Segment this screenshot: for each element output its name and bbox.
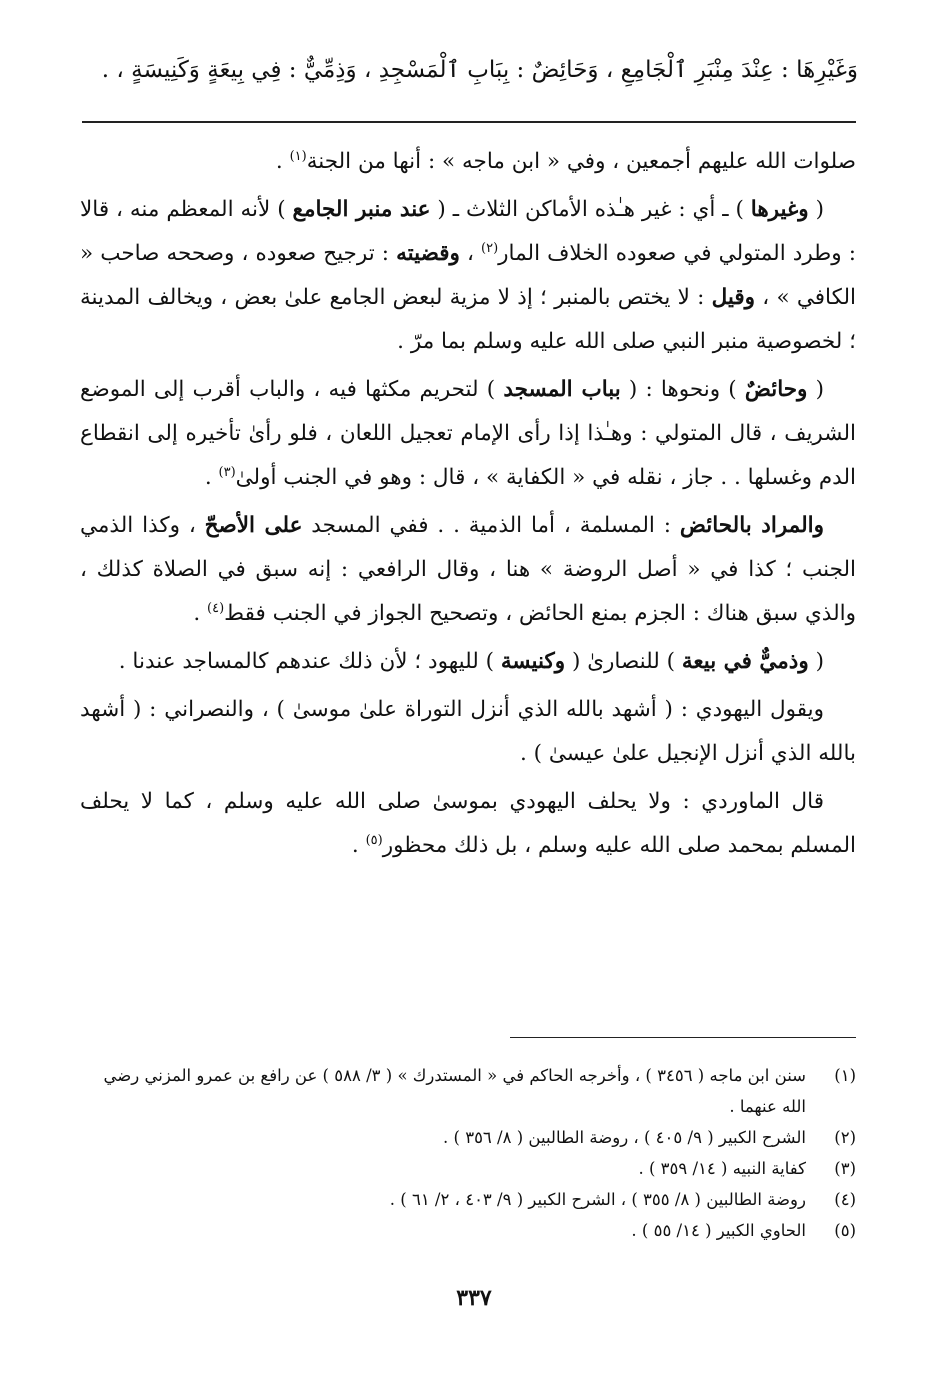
footnote-number: (٢)	[834, 1128, 856, 1147]
footnote-ref-3[interactable]: (٣)	[218, 464, 236, 480]
footnote-5	[80, 1215, 856, 1246]
text-run: .	[275, 149, 290, 174]
footnote-text: الحاوي الكبير ( ١٤/ ٥٥ ) .	[631, 1221, 806, 1240]
text-run: ،	[459, 241, 482, 266]
matn-term: وكنيسة	[500, 649, 566, 674]
paragraph-7	[80, 780, 856, 868]
paragraph-5	[80, 640, 856, 684]
footnotes-section	[80, 1060, 856, 1246]
text-run: صلوات الله عليهم أجمعين ، وفي « ابن ماجه » : أنها من الجنة	[306, 149, 856, 174]
paragraph-1	[80, 140, 856, 184]
matn-header-line: وَغَيْرِهَا : عِنْدَ مِنْبَرِ ٱلْجَامِعِ ، وَحَائِضٌ : بِبَابِ ٱلْمَسْجِدِ ، وَذِمِّيٌّ : فِي بِيعَةٍ وَكَنِيسَةٍ ، .	[101, 57, 858, 83]
matn-term: وذميٌّ في بيعة	[681, 649, 809, 674]
footnote-number: (٣)	[834, 1159, 856, 1178]
text-run: ) لليهود ؛ لأن ذلك عندهم كالمساجد عندنا .	[118, 649, 501, 674]
bold-term: وقيل	[711, 285, 756, 310]
paragraph-2	[80, 188, 856, 364]
matn-term: وحائضٌ	[744, 377, 808, 402]
footnote-text: الشرح الكبير ( ٩/ ٤٠٥ ) ، روضة الطالبين ( ٨/ ٣٥٦ ) .	[443, 1128, 806, 1147]
footnote-divider	[510, 1037, 856, 1038]
paragraph-6: ويقول اليهودي : ( أشهد بالله الذي أنزل التوراة علىٰ موسىٰ ) ، والنصراني : ( أشهد بالله الذي أنزل الإنجيل علىٰ عيسىٰ ) .	[80, 697, 856, 766]
text-run: (	[808, 649, 824, 674]
footnote-text: سنن ابن ماجه ( ٣٤٥٦ ) ، وأخرجه الحاكم في « المستدرك » ( ٣/ ٥٨٨ ) عن رافع بن عمرو المزني رضي الله عنهما .	[103, 1066, 806, 1116]
footnote-4	[80, 1184, 856, 1215]
matn-term: عند منبر الجامع	[292, 197, 431, 222]
footnote-number: (١)	[834, 1066, 856, 1085]
text-run: : المسلمة ، أما الذمية . . ففي المسجد	[302, 513, 680, 538]
footnote-text: كفاية النبيه ( ١٤/ ٣٥٩ ) .	[638, 1159, 806, 1178]
bold-term: والمراد بالحائض	[679, 513, 824, 538]
footnote-text: روضة الطالبين ( ٨/ ٣٥٥ ) ، الشرح الكبير ( ٩/ ٤٠٣ ، ٢/ ٦١ ) .	[389, 1190, 806, 1209]
page-number: ٣٣٧	[456, 1285, 492, 1311]
commentary-body	[80, 140, 856, 868]
text-run: ) لتحريم مكثها فيه ، والباب أقرب إلى الموضع الشريف ، قال المتولي : وهـٰذا إذا رأى الإمام تعجيل اللعان ، فلو رأىٰ تأخيره إلى انقطاع الدم وغسلها . . جاز ، نقله في « الكفاية » ، قال : وهو في الجنب أولىٰ	[80, 377, 856, 490]
text-run: .	[193, 601, 208, 626]
paragraph-3	[80, 368, 856, 500]
footnote-ref-5[interactable]: (٥)	[365, 832, 383, 848]
matn-term: بباب المسجد	[503, 377, 621, 402]
footnote-number: (٤)	[834, 1190, 856, 1209]
matn-term: على الأصحّ	[204, 513, 303, 538]
footnote-ref-2[interactable]: (٢)	[481, 240, 499, 256]
text-run: .	[204, 465, 219, 490]
footnote-number: (٥)	[834, 1221, 856, 1240]
footnote-3	[80, 1153, 856, 1184]
text-run: (	[807, 377, 824, 402]
footnote-1	[80, 1060, 856, 1122]
paragraph-4	[80, 504, 856, 636]
footnote-2	[80, 1122, 856, 1153]
footnote-ref-4[interactable]: (٤)	[207, 600, 225, 616]
text-run: : لا يختص بالمنبر ؛ إذ لا مزية لبعض الجامع علىٰ بعض ، ويخالف المدينة ؛ لخصوصية منبر النبي صلى الله عليه وسلم بما مرّ .	[80, 285, 856, 354]
text-run: .	[351, 833, 366, 858]
text-run: قال الماوردي : ولا يحلف اليهودي بموسىٰ صلى الله عليه وسلم ، كما لا يحلف المسلم بمحمد صلى الله عليه وسلم ، بل ذلك محظور	[80, 789, 856, 858]
matn-term: وغيرها	[750, 197, 809, 222]
text-run: (	[808, 197, 824, 222]
text-run: ) ـ أي : غير هـٰذه الأماكن الثلاث ـ (	[430, 197, 751, 222]
text-run: : ترجيح صعوده ، وصححه صاحب « الكافي » ،	[80, 241, 856, 310]
text-run: ، وكذا الذمي الجنب ؛ كذا في « أصل الروضة » هنا ، وقال الرافعي : إنه سبق في الصلاة كذلك ، والذي سبق هناك : الجزم بمنع الحائض ، وتصحيح الجواز في الجنب فقط	[80, 513, 856, 626]
bold-term: وقضيته	[396, 241, 460, 266]
text-run: ) ونحوها : (	[620, 377, 745, 402]
footnote-ref-1[interactable]: (١)	[289, 148, 307, 164]
text-run: ) لأنه المعظم منه ، قالا : وطرد المتولي في صعوده الخلاف المار	[80, 197, 856, 266]
text-run: ) للنصارىٰ (	[565, 649, 682, 674]
header-divider	[82, 121, 856, 123]
